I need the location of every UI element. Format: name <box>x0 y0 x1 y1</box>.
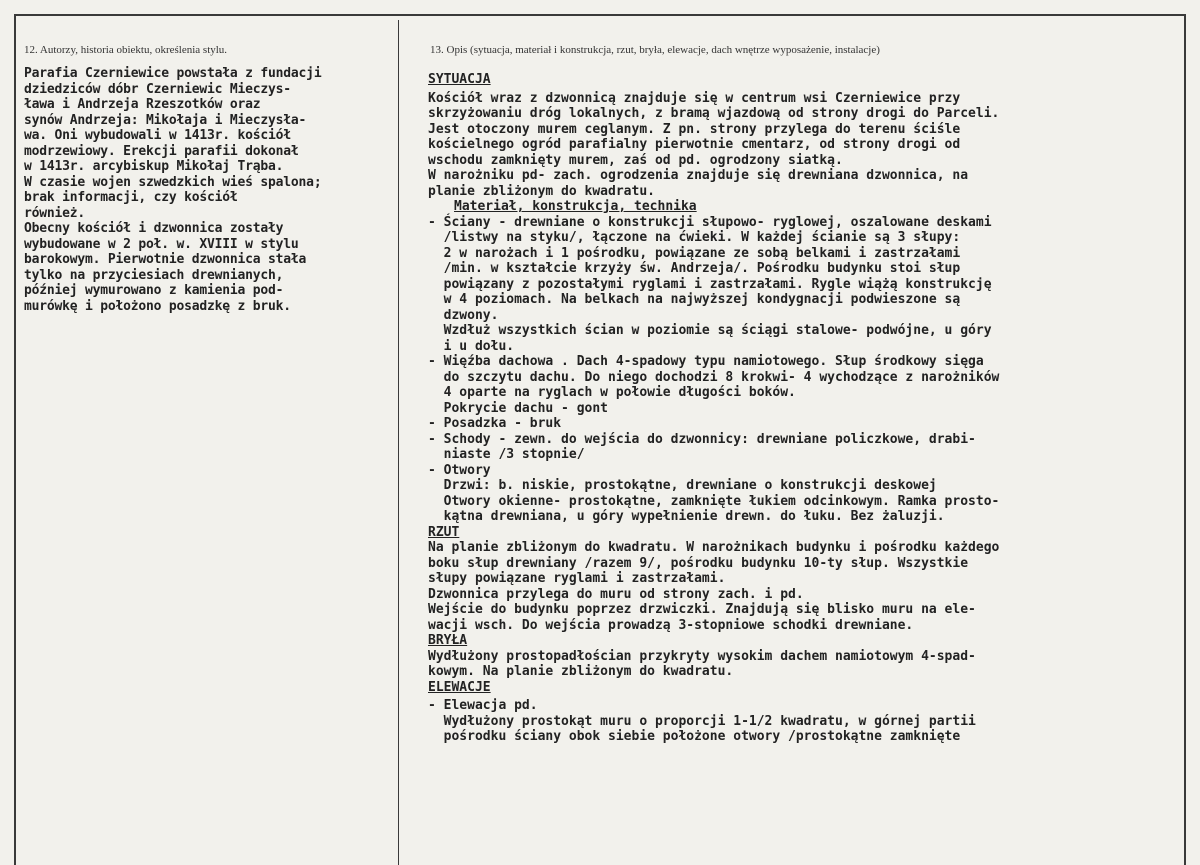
text-line: /listwy na styku/, łączone na ćwieki. W każdej ścianie są 3 słupy: <box>428 230 961 245</box>
text-line: - Ściany - drewniane o konstrukcji słupowo- ryglowej, oszalowane deskami <box>428 214 992 230</box>
text-line: boku słup drewniany /razem 9/, pośrodku budynku 10-ty słup. Wszystkie <box>428 555 969 571</box>
text-line: murówkę i położono posadzkę z bruk. <box>24 298 291 314</box>
text-line: wybudowane w 2 poł. w. XVIII w stylu <box>24 236 299 252</box>
text-line: w 1413r. arcybiskup Mikołaj Trąba. <box>24 159 284 174</box>
text-line: 4 oparte na ryglach w połowie długości boków. <box>428 385 796 400</box>
text-line: ława i Andrzeja Rzeszotków oraz <box>24 97 261 112</box>
text-line: i u dołu. <box>428 338 515 354</box>
text-line: modrzewiowy. Erekcji parafii dokonał <box>24 143 299 159</box>
text-line: kościelnego ogród parafialny pierwotnie cmentarz, od strony drogi od <box>428 137 961 152</box>
text-line: pośrodku ściany obok siebie położone otwory /prostokątne zamknięte <box>428 729 961 744</box>
left-column-heading: 12. Autorzy, historia obiektu, określenia stylu. <box>24 44 228 56</box>
right-column-heading: 13. Opis (sytuacja, materiał i konstrukcja, rzut, bryła, elewacje, dach wnętrze wyposażenie, instalacje) <box>430 44 880 56</box>
text-line: Parafia Czerniewice powstała z fundacji <box>24 66 322 81</box>
section-bryla <box>428 649 1188 680</box>
text-line: Wydłużony prostopadłościan przykryty wysokim dachem namiotowym 4-spad- <box>428 648 976 664</box>
text-line: Dzwonnica przylega do muru od strony zach. i pd. <box>428 586 804 602</box>
text-line: wacji wsch. Do wejścia prowadzą 3-stopniowe schodki drewniane. <box>428 617 914 633</box>
text-line: skrzyżowaniu dróg lokalnych, z bramą wjazdową od strony drogi do Parceli. <box>428 106 1000 121</box>
section-title-elewacje: ELEWACJE <box>428 679 491 695</box>
text-line: synów Andrzeja: Mikołaja i Mieczysła- <box>24 112 307 128</box>
section-title-bryla: BRYŁA <box>428 633 468 648</box>
text-line: Wzdłuż wszystkich ścian w poziomie są ściągi stalowe- podwójne, u góry <box>428 323 992 338</box>
text-line: powiązany z pozostałymi ryglami i zastrzałami. Rygle wiążą konstrukcję <box>428 276 992 292</box>
text-line: tylko na przyciesiach drewnianych, <box>24 267 284 283</box>
text-line: Wejście do budynku poprzez drzwiczki. Znajdują się blisko muru na ele- <box>428 602 976 617</box>
section-rzut <box>428 540 1188 633</box>
section-title-material: Materiał, konstrukcja, technika <box>454 199 697 214</box>
text-line: dzwony. <box>428 307 499 323</box>
text-line: dziedziców dóbr Czerniewic Mieczys- <box>24 81 291 97</box>
text-line: W narożniku pd- zach. ogrodzenia znajduje się drewniana dzwonnica, na <box>428 168 969 183</box>
text-line: brak informacji, czy kościół <box>24 190 238 205</box>
text-line: wa. Oni wybudowali w 1413r. kościół <box>24 128 291 143</box>
section-sytuacja <box>428 91 1188 200</box>
text-line: niaste /3 stopnie/ <box>428 447 585 462</box>
text-line: /min. w kształcie krzyży św. Andrzeja/. Pośrodku budynku stoi słup <box>428 261 961 276</box>
column-divider <box>398 20 399 865</box>
text-line: - Więźba dachowa . Dach 4-spadowy typu namiotowego. Słup środkowy sięga <box>428 354 984 369</box>
text-line: barokowym. Pierwotnie dzwonnica stała <box>24 252 307 267</box>
text-line: W czasie wojen szwedzkich wieś spalona; <box>24 174 322 190</box>
text-line: - Otwory <box>428 462 491 478</box>
section-elewacje <box>428 698 1188 745</box>
section-material <box>428 215 1188 525</box>
text-line: Drzwi: b. niskie, prostokątne, drewniane o konstrukcji deskowej <box>428 478 937 493</box>
text-line: Jest otoczony murem ceglanym. Z pn. strony przylega do terenu ściśle <box>428 121 961 137</box>
text-line: planie zbliżonym do kwadratu. <box>428 183 655 199</box>
text-line: słupy powiązane ryglami i zastrzałami. <box>428 571 726 586</box>
text-line: wschodu zamknięty murem, zaś od pd. ogrodzony siatką. <box>428 152 843 168</box>
text-line: - Posadzka - bruk <box>428 416 562 431</box>
text-line: kątna drewniana, u góry wypełnienie drewn. do łuku. Bez żaluzji. <box>428 509 945 524</box>
text-line: Wydłużony prostokąt muru o proporcji 1-1/2 kwadratu, w górnej partii <box>428 713 976 729</box>
text-line: - Elewacja pd. <box>428 698 538 713</box>
text-line: Obecny kościół i dzwonnica zostały <box>24 221 284 236</box>
text-line: później wymurowano z kamienia pod- <box>24 283 284 298</box>
text-line: 2 w narożach i 1 pośrodku, powiązane ze sobą belkami i zastrzałami <box>428 245 961 261</box>
text-line: kowym. Na planie zbliżonym do kwadratu. <box>428 664 734 679</box>
text-line: również. <box>24 205 86 221</box>
text-line: - Schody - zewn. do wejścia do dzwonnicy: drewniane policzkowe, drabi- <box>428 431 976 447</box>
text-line: Kościół wraz z dzwonnicą znajduje się w centrum wsi Czerniewice przy <box>428 90 961 106</box>
text-line: w 4 poziomach. Na belkach na najwyższej kondygnacji podwieszone są <box>428 292 961 307</box>
text-line: Pokrycie dachu - gont <box>428 400 609 416</box>
text-line: do szczytu dachu. Do niego dochodzi 8 krokwi- 4 wychodzące z narożników <box>428 369 1000 385</box>
right-column-text <box>428 72 1188 745</box>
section-title-sytuacja: SYTUACJA <box>428 72 491 87</box>
text-line: Na planie zbliżonym do kwadratu. W narożnikach budynku i pośrodku każdego <box>428 540 1000 555</box>
section-title-rzut: RZUT <box>428 524 460 540</box>
text-line: Otwory okienne- prostokątne, zamknięte łukiem odcinkowym. Ramka prosto- <box>428 493 1000 509</box>
left-column-text <box>24 66 396 314</box>
